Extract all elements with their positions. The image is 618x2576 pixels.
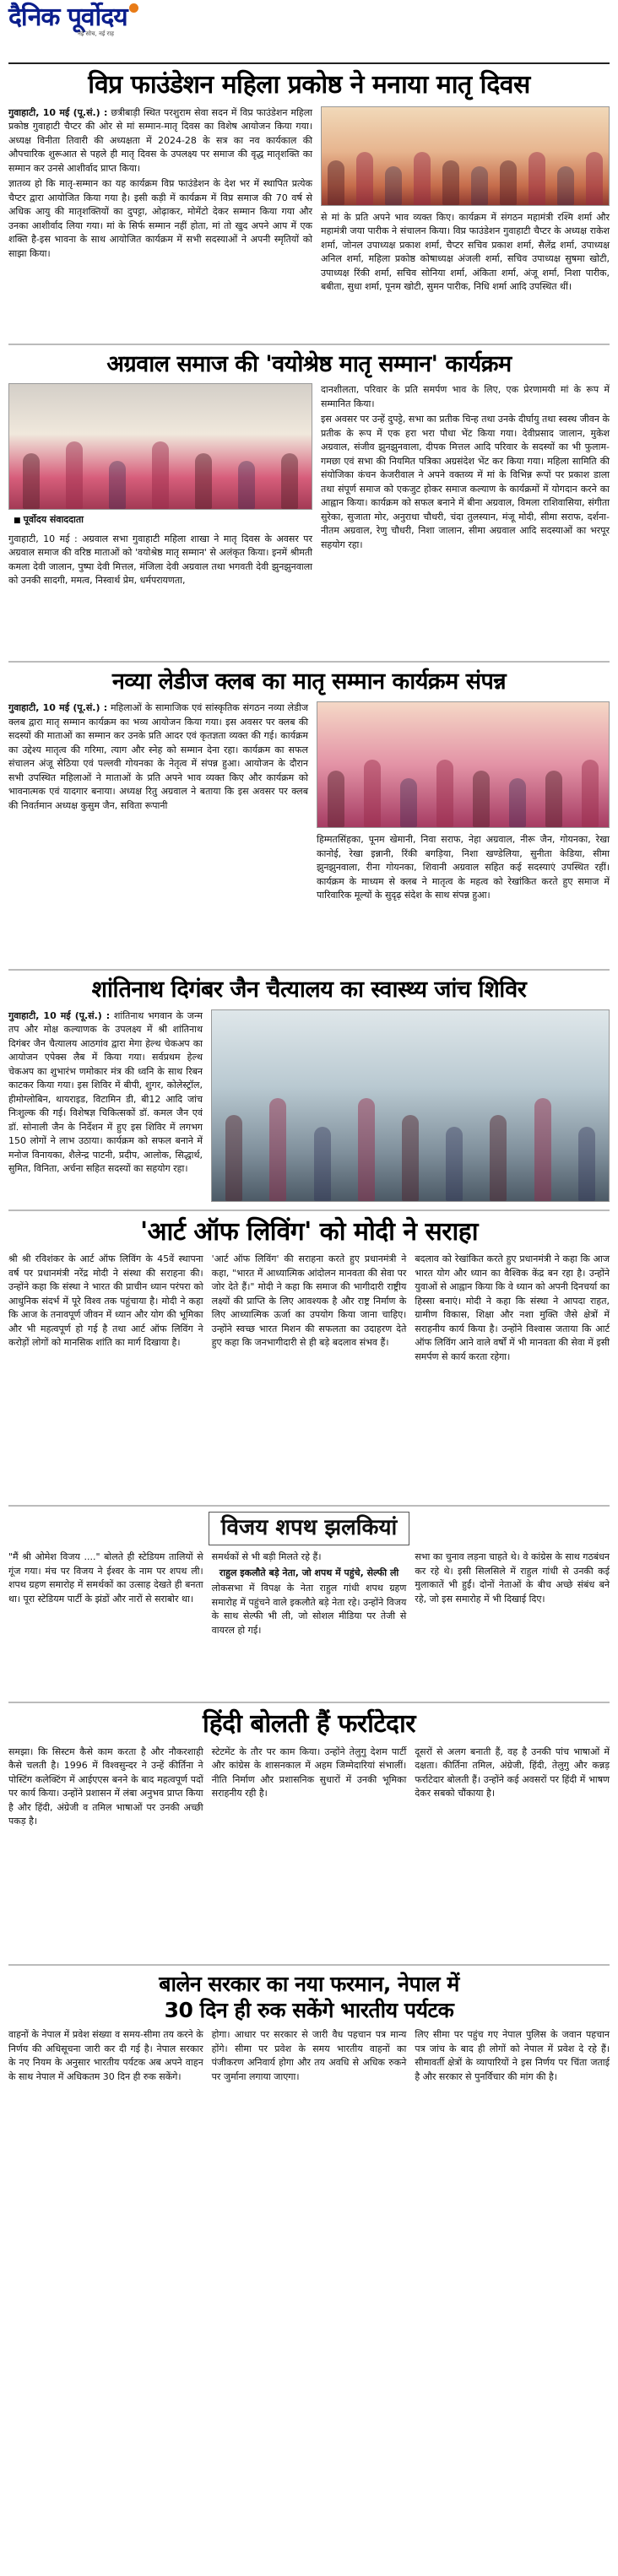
event-photo bbox=[321, 106, 610, 206]
event-photo bbox=[211, 1009, 610, 1202]
article-headline: विप्र फाउंडेशन महिला प्रकोष्ठ ने मनाया मातृ दिवस bbox=[88, 70, 530, 100]
article-headline: बालेन सरकार का नया फरमान, नेपाल में bbox=[159, 1971, 459, 1996]
dateline: गुवाहाटी, 10 मई (पू.सं.) : bbox=[8, 702, 108, 713]
article-vipra-foundation bbox=[8, 64, 610, 344]
article-column: "मैं श्री ओमेश विजय ...." बोलते ही स्टेडियम तालियों से गूंज गया। मंच पर विजय ने ईश्वर के नाम पर शपथ ली। शपथ ग्रहण समारोह में समर्थकों का उत्साह देखते ही बनता था। पूरा स्टेडियम पार्टी के झंडों और नारों से सराबोर था। bbox=[8, 1551, 203, 1605]
article-column: गुवाहाटी, 10 मई (पू.सं.) : महिलाओं के सामाजिक एवं सांस्कृतिक संगठन नव्या लेडीज क्लब द्वारा मातृ सम्मान कार्यक्रम का भव्य आयोजन किया गया। इस अवसर पर क्लब की सदस्यों की माताओं का सम्मान कर उनके प्रति आदर एवं कृतज्ञता व्यक्त की गई। कार्यक्रम का उद्देश्य मातृत्व की गरिमा, त्याग और स्नेह को सम्मान देना रहा। कार्यक्रम का सफल संचालन अंजू सेठिया एवं पल्लवी गोयनका के नेतृत्व में संपन्न हुआ। आयोजन के दौरान सभी उपस्थित महिलाओं ने माताओं के प्रति अपने भाव व्यक्त किए और कार्यक्रम को भावनात्मक एवं यादगार बनाया। अध्यक्ष रितु अग्रवाल ने बताया कि इस अवसर पर क्लब की निवर्तमान अध्यक्ष कुसुम जैन, सविता रूपानी bbox=[8, 702, 308, 811]
article-column: श्री श्री रविशंकर के आर्ट ऑफ लिविंग के 45वें स्थापना वर्ष पर प्रधानमंत्री नरेंद्र मोदी ने संस्था की सराहना की। उन्होंने कहा कि संस्था ने भारत की प्राचीन ध्यान परंपरा को आधुनिक संदर्भ में पूरे विश्व तक पहुंचाया है। मोदी ने कहा कि आज के तनावपूर्ण जीवन में ध्यान और योग की भूमिका और भी महत्वपूर्ण हो गई है तथा आर्ट ऑफ लिविंग ने करोड़ों लोगों को मानसिक शांति का मार्ग दिखाया है। bbox=[8, 1253, 203, 1349]
article-hindi-bolti bbox=[8, 1702, 610, 1965]
dateline: गुवाहाटी, 10 मई (पू.सं.) : bbox=[8, 106, 108, 118]
byline: ■ पूर्वोदय संवाददाता bbox=[8, 511, 312, 529]
article-column: दूसरों से अलग बनाती हैं, वह है उनकी पांच भाषाओं में दक्षता। कीर्तिना तमिल, अंग्रेजी, हिंदी, तेलुगु और कन्नड़ फर्राटेदार बोलती हैं। उन्होंने कई अवसरों पर हिंदी में भाषण देकर सबको चौंकाया है। bbox=[415, 1745, 610, 1799]
event-photo bbox=[317, 701, 610, 828]
article-column: होगा। आधार पर सरकार से जारी वैध पहचान पत्र मान्य होंगे। सीमा पर प्रवेश के समय भारतीय वाहनों का पंजीकरण अनिवार्य होगा और तय अवधि से अधिक रुकने पर जुर्माना लगाया जाएगा। bbox=[211, 2029, 407, 2082]
article-headline: विजय शपथ झलकियां bbox=[209, 1512, 410, 1545]
article-headline: शांतिनाथ दिगंबर जैन चैत्यालय का स्वास्थ्य जांच शिविर bbox=[91, 977, 527, 1003]
article-column: गुवाहाटी, 10 मई (पू.सं.) : छत्रीबाड़ी स्थित परशुराम सेवा सदन में विप्र फाउंडेशन महिला प्रकोष्ठ गुवाहाटी चैप्टर की ओर से मां सम्मान-मातृ दिवस का विशेष आयोजन किया गया। अध्यक्ष विनीता तिवारी की अध्यक्षता में 2024-28 के सत्र का नव कार्यकाल की औपचारिक शुरूआत से पहले ही मातृ दिवस के उपलक्ष्य पर समाज की वृद्ध मातृशक्ति का सम्मान कर उनसे आशीर्वाद प्राप्त किया। ज्ञातव्य हो कि मातृ-सम्मान का यह कार्यक्रम विप्र फाउंडेशन के देश भर में स्थापित प्रत्येक चैप्टर द्वारा आयोजित किया गया है। इसी कड़ी में कार्यक्रम में विप्र समाज की 70 वर्ष से अधिक आयु की मातृशक्तियों का दुपट्टा, ओढ़ाकर, मोमेंटो देकर सम्मान किया गया और उनका आशीर्वाद लिया गया। मां के सिर्फ सम्मान नहीं होता, मां तो खुद अपने आप में एक शक्ति है-इस भावना के साथ आयोजित कार्यक्रम में सभी सदस्याओं ने अपनी स्मृतियों को साझा किया। bbox=[8, 106, 313, 259]
logo-dot-icon bbox=[129, 3, 138, 13]
article-headline: हिंदी बोलती हैं फर्राटेदार bbox=[202, 1709, 416, 1740]
article-agrawal-samaj bbox=[8, 344, 610, 663]
article-column: गुवाहाटी, 10 मई (पू.सं.) : शांतिनाथ भगवान के जन्म तप और मोक्ष कल्याणक के उपलक्ष्य में श्री शांतिनाथ दिगंबर जैन चैत्यालय आठगांव द्वारा मेगा हेल्थ चेकअप का आयोजन एपेक्स लैब में किया गया। सर्वप्रथम हेल्थ चेकअप का शुभारंभ णमोकार मंत्र की ध्वनि के साथ रिबन काटकर किया गया। इस शिविर में बीपी, शुगर, कोलेस्ट्रॉल, हीमोग्लोबिन, थायराइड, विटामिन डी, बी12 आदि जांच निःशुल्क की गई। विशेषज्ञ चिकित्सकों डॉ. कमल जैन एवं डॉ. सोनाली जैन के निर्देशन में हुए इस शिविर में लगभग 150 लोगों ने लाभ उठाया। कार्यक्रम को सफल बनाने में मनोज विनायका, शैलेन्द्र पाटनी, प्रदीप, आलोक, सिद्धार्थ, सुमित, विनिता, अर्चना सहित सदस्यों का सहयोग रहा। bbox=[8, 1009, 203, 1175]
article-column: वाहनों के नेपाल में प्रवेश संख्या व समय-सीमा तय करने के निर्णय की अधिसूचना जारी कर दी गई है। नेपाल सरकार के नए नियम के अनुसार भारतीय पर्यटक अब अपने वाहन के साथ नेपाल में अधिकतम 30 दिन ही रुक सकेंगे। bbox=[8, 2029, 203, 2082]
article-column: हिम्मतसिंहका, पूनम खेमानी, निवा सराफ, नेहा अग्रवाल, नीरू जैन, गोयनका, रेखा कानोई, रेखा इन्नानी, रिंकी बगड़िया, निशा खण्डेलिया, सुनीता केडिया, सीमा झुनझुनवाला, रीना गोयनका, शिवानी अग्रवाल सहित कई सदस्याएं उपस्थित रहीं। कार्यक्रम के माध्यम से क्लब ने मातृत्व के महत्व को रेखांकित करते हुए समाज में पारिवारिक मूल्यों के सुदृढ़ संदेश के साथ संपन्न हुआ। bbox=[317, 834, 610, 901]
article-headline: 'आर्ट ऑफ लिविंग' को मोदी ने सराहा bbox=[140, 1216, 478, 1247]
article-art-of-living bbox=[8, 1210, 610, 1507]
article-column: से मां के प्रति अपने भाव व्यक्त किए। कार्यक्रम में संगठन महामंत्री रश्मि शर्मा और महामंत्री जया पारीक ने संचालन किया। विप्र फाउंडेशन गुवाहाटी चैप्टर के अध्यक्ष राकेश शर्मा, जोनल उपाध्यक्ष प्रकाश शर्मा, चैप्टर सचिव प्रकाश शर्मा, सैलेंद्र शर्मा, उपाध्यक्ष अनिल शर्मा, महिला प्रकोष्ठ कोषाध्यक्ष अंजली शर्मा, सचिव उपाध्यक्ष सुषमा खोटी, उपाध्यक्ष रिंकी शर्मा, सचिव सोनिया शर्मा, अंकिता शर्मा, अंजू शर्मा, निशा पारीक, बबीता, सुधा शर्मा, पूनम खोटी, सुमन पारीक, निधि शर्मा आदि उपस्थित थीं। bbox=[321, 211, 610, 292]
article-column: सभा का चुनाव लड़ना चाहते थे। वे कांग्रेस के साथ गठबंधन कर रहे थे। इसी सिलसिले में राहुल गांधी से उनकी कई मुलाकातें भी हुईं। दोनों नेताओं के बीच अच्छे संबंध बने रहे, जो इस समारोह में भी दिखाई दिए। bbox=[415, 1551, 610, 1605]
article-column: समर्थकों से भी बड़ी मिलते रहे हैं। राहुल इकलौते बड़े नेता, जो शपथ में पहुंचे, सेल्फी ली लोकसभा में विपक्ष के नेता राहुल गांधी शपथ ग्रहण समारोह में पहुंचने वाले इकलौते बड़े नेता रहे। उन्होंने विजय के साथ सेल्फी भी ली, जो सोशल मीडिया पर तेजी से वायरल हो गई। bbox=[211, 1551, 407, 1636]
dateline: गुवाहाटी, 10 मई (पू.सं.) : bbox=[8, 1009, 111, 1021]
article-headline-box bbox=[8, 1507, 610, 1550]
article-headline: अग्रवाल समाज की 'वयोश्रेष्ठ मातृ सम्मान' कार्यक्रम bbox=[106, 350, 512, 377]
article-column: 'आर्ट ऑफ लिविंग' की सराहना करते हुए प्रधानमंत्री ने कहा, "भारत में आध्यात्मिक आंदोलन मानवता की सेवा पर जोर देते हैं।" मोदी ने कहा कि समाज की भागीदारी राष्ट्रीय लक्ष्यों की प्राप्ति के लिए आवश्यक है और राष्ट्र निर्माण के लिए आध्यात्मिक ऊर्जा का उपयोग किया जाना चाहिए। उन्होंने स्वच्छ भारत मिशन की सफलता का उदाहरण देते हुए कहा कि जनभागीदारी से ही बड़े बदलाव संभव हैं। bbox=[211, 1253, 407, 1349]
masthead bbox=[8, 0, 610, 64]
article-vijay-shapath bbox=[8, 1506, 610, 1702]
subheading: राहुल इकलौते बड़े नेता, जो शपथ में पहुंचे, सेल्फी ली bbox=[219, 1567, 399, 1578]
article-navya-ladies-club bbox=[8, 662, 610, 970]
newspaper-logo: दैनिक पूर्वोदय bbox=[8, 3, 138, 31]
article-column: दानशीलता, परिवार के प्रति समर्पण भाव के लिए, एक प्रेरणामयी मां के रूप में सम्मानित किया। इस अवसर पर उन्हें दुपट्टे, सभा का प्रतीक चिन्ह तथा उनके दीर्घायु तथा स्वस्थ जीवन के प्रतीक के रूप में एक हरा भरा पौधा भेंट किया गया। देवीप्रसाद जालान, मुकेश अग्रवाल, संजीव झुनझुनवाला, दीपक मित्तल आदि परिवार के सदस्यों का भी फुलाम-गमछा एवं सभा की नियमित पत्रिका अग्रसंदेश भेंट कर किया गया। महिला सामिति की संयोजिका कंचन केजरीवाल ने अपने वक्तव्य में मां के विभिन्न रूपों पर प्रकाश डाला तथा संपूर्ण समाज को एकजुट होकर समाज कल्याण के कार्यक्रमों में योगदान करने का आह्वान किया। कार्यक्रम को सफल बनाने में बीना अग्रवाल, विमला राशिवासिया, संगीता सुरेका, सुजाता मोर, अनुराधा चौधरी, चंदा तुलस्यान, मंजू मोदी, सीमा सराफ, दर्शना-नीतम अग्रवाल, रेणु चौधरी, निशा जालान, सीमा अग्रवाल आदि सदस्याओं का भरपूर सहयोग रहा। bbox=[321, 384, 610, 550]
article-jain-health-camp bbox=[8, 970, 610, 1210]
article-column: स्टेटमेंट के तौर पर काम किया। उन्होंने तेलुगु देशम पार्टी और कांग्रेस के शासनकाल में अहम जिम्मेदारियां संभालीं। नीति निर्माण और प्रशासनिक सुधारों में उनकी भूमिका सराहनीय रही है। bbox=[211, 1745, 407, 1799]
article-column: लिए सीमा पर पहुंच गए नेपाल पुलिस के जवान पहचान पत्र जांच के बाद ही लोगों को नेपाल में प्रवेश दे रहे हैं। सीमावर्ती क्षेत्रों के व्यापारियों ने इस निर्णय पर चिंता जताई है और सरकार से पुनर्विचार की मांग की है। bbox=[415, 2029, 610, 2082]
newspaper-tagline: नई सोच, नई राह bbox=[78, 30, 114, 37]
event-photo bbox=[8, 383, 312, 510]
article-column: गुवाहाटी, 10 मई : अग्रवाल सभा गुवाहाटी महिला शाखा ने मातृ दिवस के अवसर पर अग्रवाल समाज की वरिष्ठ माताओं को 'वयोश्रेष्ठ मातृ सम्मान' से अलंकृत किया। इनमें श्रीमती कमला देवी जालान, पुष्पा देवी मित्तल, मंजिला देवी अग्रवाल तथा भगवती देवी झुनझुनवाला को उनकी सादगी, ममत्व, निस्वार्थ प्रेम, धर्मपरायणता, bbox=[8, 533, 312, 587]
article-column: बदलाव को रेखांकित करते हुए प्रधानमंत्री ने कहा कि आज भारत योग और ध्यान का वैश्विक केंद्र बन रहा है। उन्होंने युवाओं से आह्वान किया कि वे ध्यान को अपनी दिनचर्या का हिस्सा बनाएं। मोदी ने कहा कि संस्था ने आपदा राहत, ग्रामीण विकास, शिक्षा और नशा मुक्ति जैसे क्षेत्रों में सराहनीय कार्य किया है। उन्होंने विश्वास जताया कि आर्ट ऑफ लिविंग आने वाले वर्षों में भी मानवता की सेवा में इसी समर्पण से कार्य करता रहेगा। bbox=[415, 1253, 610, 1362]
article-nepal-tourist bbox=[8, 1965, 610, 2198]
article-headline: 30 दिन ही रुक सकेंगे भारतीय पर्यटक bbox=[164, 1997, 454, 2022]
article-column: समझा। कि सिस्टम कैसे काम करता है और नौकरशाही कैसे चलती है। 1996 में विश्वसुन्दर ने उन्हें कीर्तिना ने पोस्टिंग कलेक्टिंग में आईएएस बनने के बाद महत्वपूर्ण पदों पर कार्य किया। उन्होंने प्रशासन में लंबा अनुभव प्राप्त किया है और हिंदी, अंग्रेजी व तमिल भाषाओं पर उनकी अच्छी पकड़ है। bbox=[8, 1745, 203, 1827]
article-headline: नव्या लेडीज क्लब का मातृ सम्मान कार्यक्रम संपन्न bbox=[111, 668, 507, 695]
